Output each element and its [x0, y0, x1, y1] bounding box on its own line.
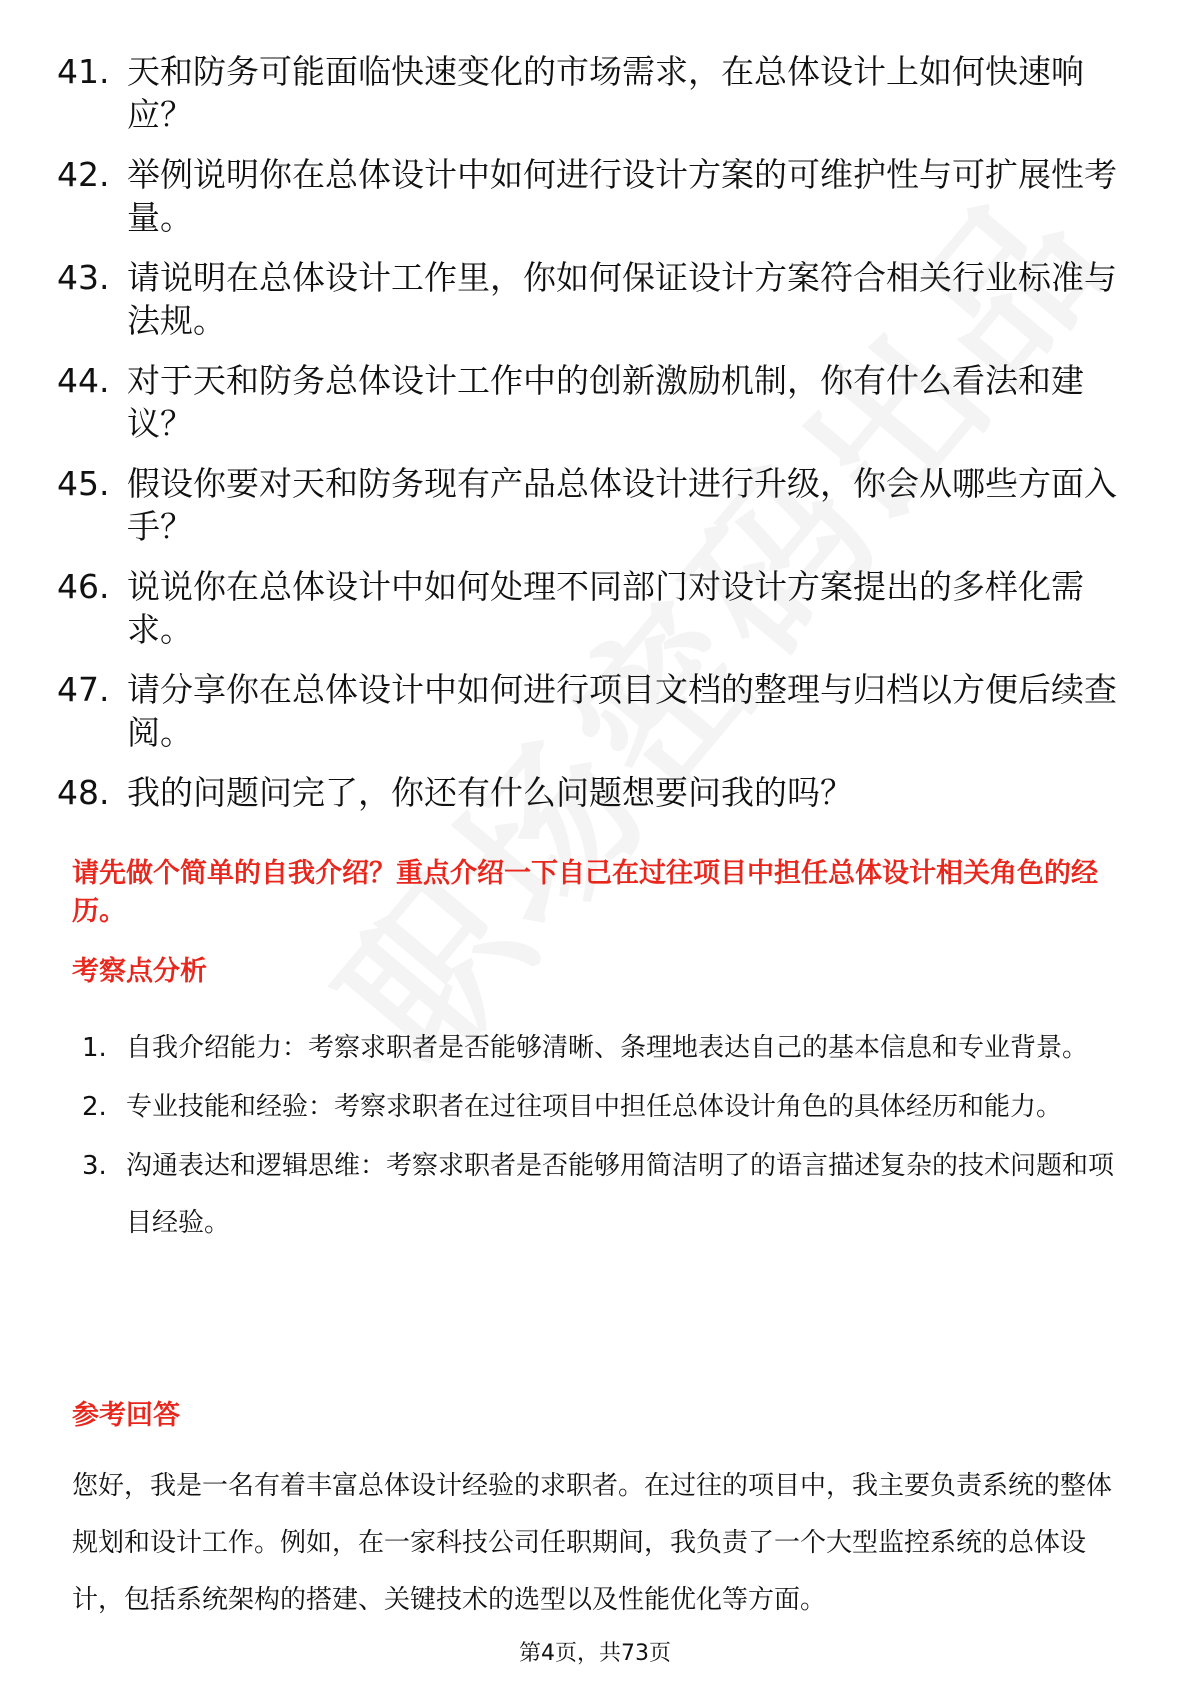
question-number: 42. [57, 155, 110, 194]
list-item [57, 256, 1137, 342]
list-item [82, 1020, 1117, 1077]
question-list [57, 50, 1137, 831]
question-text: 请分享你在总体设计中如何进行项目文档的整理与归档以方便后续查阅。 [127, 670, 1117, 752]
point-number: 2. [82, 1092, 107, 1122]
list-item [57, 359, 1137, 445]
question-number: 43. [57, 258, 110, 297]
point-text: 自我介绍能力：考察求职者是否能够清晰、条理地表达自己的基本信息和专业背景。 [126, 1033, 1089, 1063]
list-item [57, 153, 1137, 239]
question-text: 请说明在总体设计工作里，你如何保证设计方案符合相关行业标准与法规。 [127, 258, 1117, 340]
point-text: 沟通表达和逻辑思维：考察求职者是否能够用简洁明了的语言描述复杂的技术问题和项目经验。 [126, 1151, 1115, 1238]
list-item [82, 1079, 1117, 1136]
analysis-list [82, 1020, 1117, 1254]
list-item [82, 1138, 1117, 1252]
list-item [57, 565, 1137, 651]
list-item [57, 668, 1137, 754]
question-text: 假设你要对天和防务现有产品总体设计进行升级，你会从哪些方面入手？ [127, 464, 1117, 546]
question-number: 48. [57, 773, 110, 812]
question-text: 对于天和防务总体设计工作中的创新激励机制，你有什么看法和建议？ [127, 361, 1084, 443]
analysis-heading: 考察点分析 [72, 956, 207, 987]
question-text: 说说你在总体设计中如何处理不同部门对设计方案提出的多样化需求。 [127, 567, 1084, 649]
list-item [57, 462, 1137, 548]
point-number: 3. [82, 1151, 107, 1181]
question-number: 44. [57, 361, 110, 400]
list-item [57, 771, 1137, 814]
question-text: 我的问题问完了，你还有什么问题想要问我的吗？ [127, 773, 853, 812]
question-number: 47. [57, 670, 110, 709]
page-footer: 第4页，共73页 [519, 1641, 671, 1666]
point-text: 专业技能和经验：考察求职者在过往项目中担任总体设计角色的具体经历和能力。 [126, 1092, 1063, 1122]
question-text: 举例说明你在总体设计中如何进行设计方案的可维护性与可扩展性考量。 [127, 155, 1117, 237]
question-number: 45. [57, 464, 110, 503]
question-text: 天和防务可能面临快速变化的市场需求，在总体设计上如何快速响应？ [127, 52, 1084, 134]
section-title: 请先做个简单的自我介绍？重点介绍一下自己在过往项目中担任总体设计相关角色的经历。 [72, 858, 1098, 927]
list-item [57, 50, 1137, 136]
point-number: 1. [82, 1033, 107, 1063]
answer-paragraph: 您好，我是一名有着丰富总体设计经验的求职者。在过往的项目中，我主要负责系统的整体规划和设计工作。例如，在一家科技公司任职期间，我负责了一个大型监控系统的总体设计，包括系统架构的搭建、关键技术的选型以及性能优化等方面。 [72, 1471, 1113, 1615]
question-number: 41. [57, 52, 110, 91]
answer-heading: 参考回答 [72, 1400, 180, 1431]
question-number: 46. [57, 567, 110, 606]
